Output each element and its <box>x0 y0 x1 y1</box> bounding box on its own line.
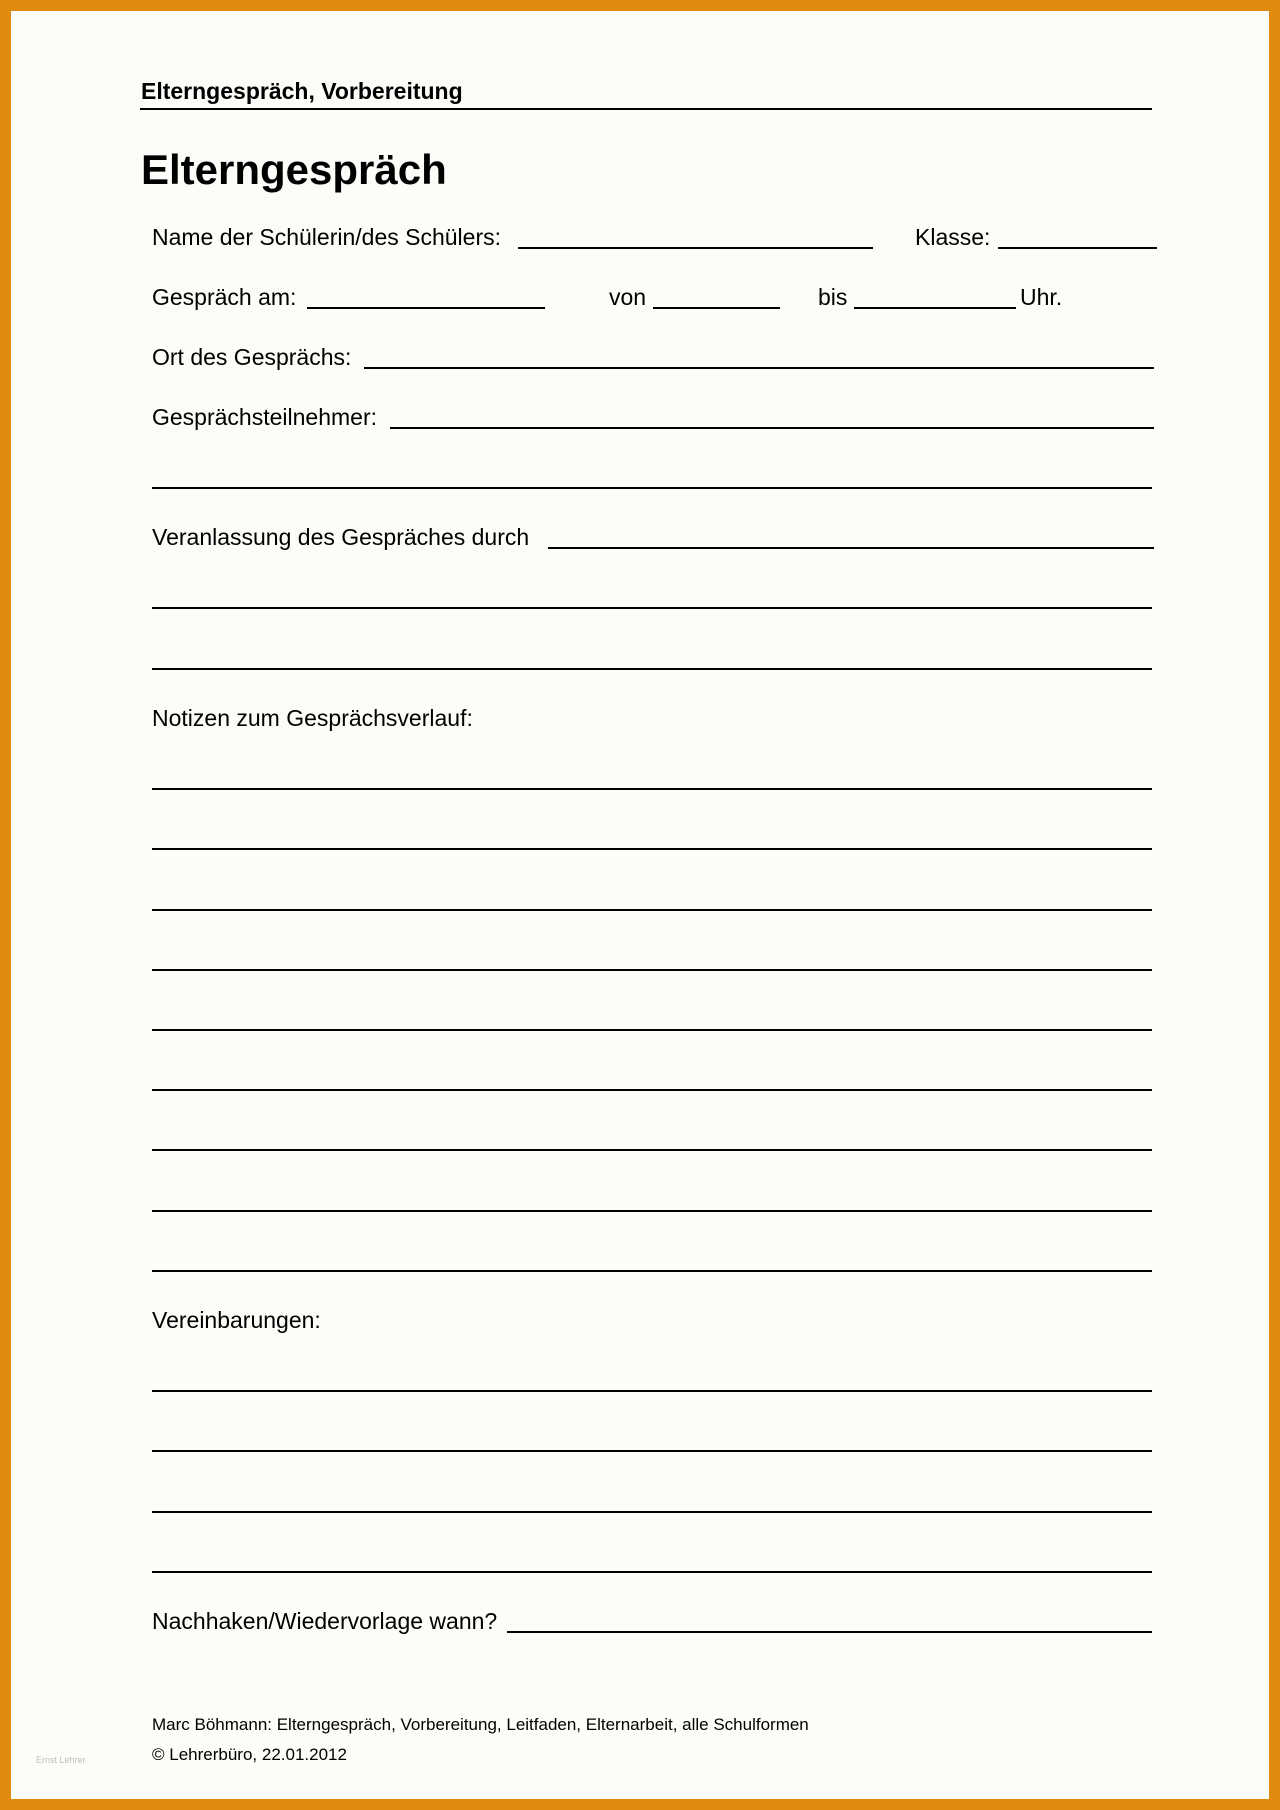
watermark: Ernst Lehrer <box>36 1755 86 1765</box>
notes-line[interactable] <box>152 788 1152 790</box>
agreements-line[interactable] <box>152 1390 1152 1392</box>
participants-extra-line[interactable] <box>152 487 1152 489</box>
date-field[interactable] <box>307 307 545 309</box>
agreements-label: Vereinbarungen: <box>152 1307 321 1333</box>
date-label: Gespräch am: <box>152 284 297 310</box>
notes-line[interactable] <box>152 1270 1152 1272</box>
notes-label: Notizen zum Gesprächsverlauf: <box>152 705 473 731</box>
student-name-label: Name der Schülerin/des Schülers: <box>152 224 501 250</box>
notes-line[interactable] <box>152 1029 1152 1031</box>
from-time-field[interactable] <box>653 307 780 309</box>
place-label: Ort des Gesprächs: <box>152 344 352 370</box>
reason-extra-line[interactable] <box>152 668 1152 670</box>
to-label: bis <box>818 284 848 310</box>
from-label: von <box>609 284 647 310</box>
header-rule <box>140 108 1152 110</box>
agreements-line[interactable] <box>152 1511 1152 1513</box>
reason-extra-line[interactable] <box>152 607 1152 609</box>
notes-line[interactable] <box>152 969 1152 971</box>
notes-line[interactable] <box>152 1089 1152 1091</box>
time-unit-label: Uhr. <box>1020 284 1063 310</box>
footer-copyright: © Lehrerbüro, 22.01.2012 <box>152 1745 347 1764</box>
student-name-field[interactable] <box>518 247 873 249</box>
followup-field[interactable] <box>507 1631 1152 1633</box>
followup-label: Nachhaken/Wiedervorlage wann? <box>152 1608 498 1634</box>
reason-label: Veranlassung des Gespräches durch <box>152 524 530 550</box>
footer-citation: Marc Böhmann: Elterngespräch, Vorbereitung, Leitfaden, Elternarbeit, alle Schulformen <box>152 1715 809 1734</box>
place-field[interactable] <box>364 367 1154 369</box>
form-page <box>11 11 1269 1799</box>
page-title: Elterngespräch <box>141 146 447 193</box>
class-label: Klasse: <box>915 224 991 250</box>
notes-line[interactable] <box>152 1149 1152 1151</box>
agreements-line[interactable] <box>152 1450 1152 1452</box>
reason-field[interactable] <box>548 547 1154 549</box>
participants-field[interactable] <box>390 427 1154 429</box>
to-time-field[interactable] <box>854 307 1016 309</box>
notes-line[interactable] <box>152 909 1152 911</box>
class-field[interactable] <box>998 247 1157 249</box>
agreements-line[interactable] <box>152 1571 1152 1573</box>
notes-line[interactable] <box>152 1210 1152 1212</box>
participants-label: Gesprächsteilnehmer: <box>152 404 377 430</box>
notes-line[interactable] <box>152 848 1152 850</box>
header-title: Elterngespräch, Vorbereitung <box>141 78 463 104</box>
